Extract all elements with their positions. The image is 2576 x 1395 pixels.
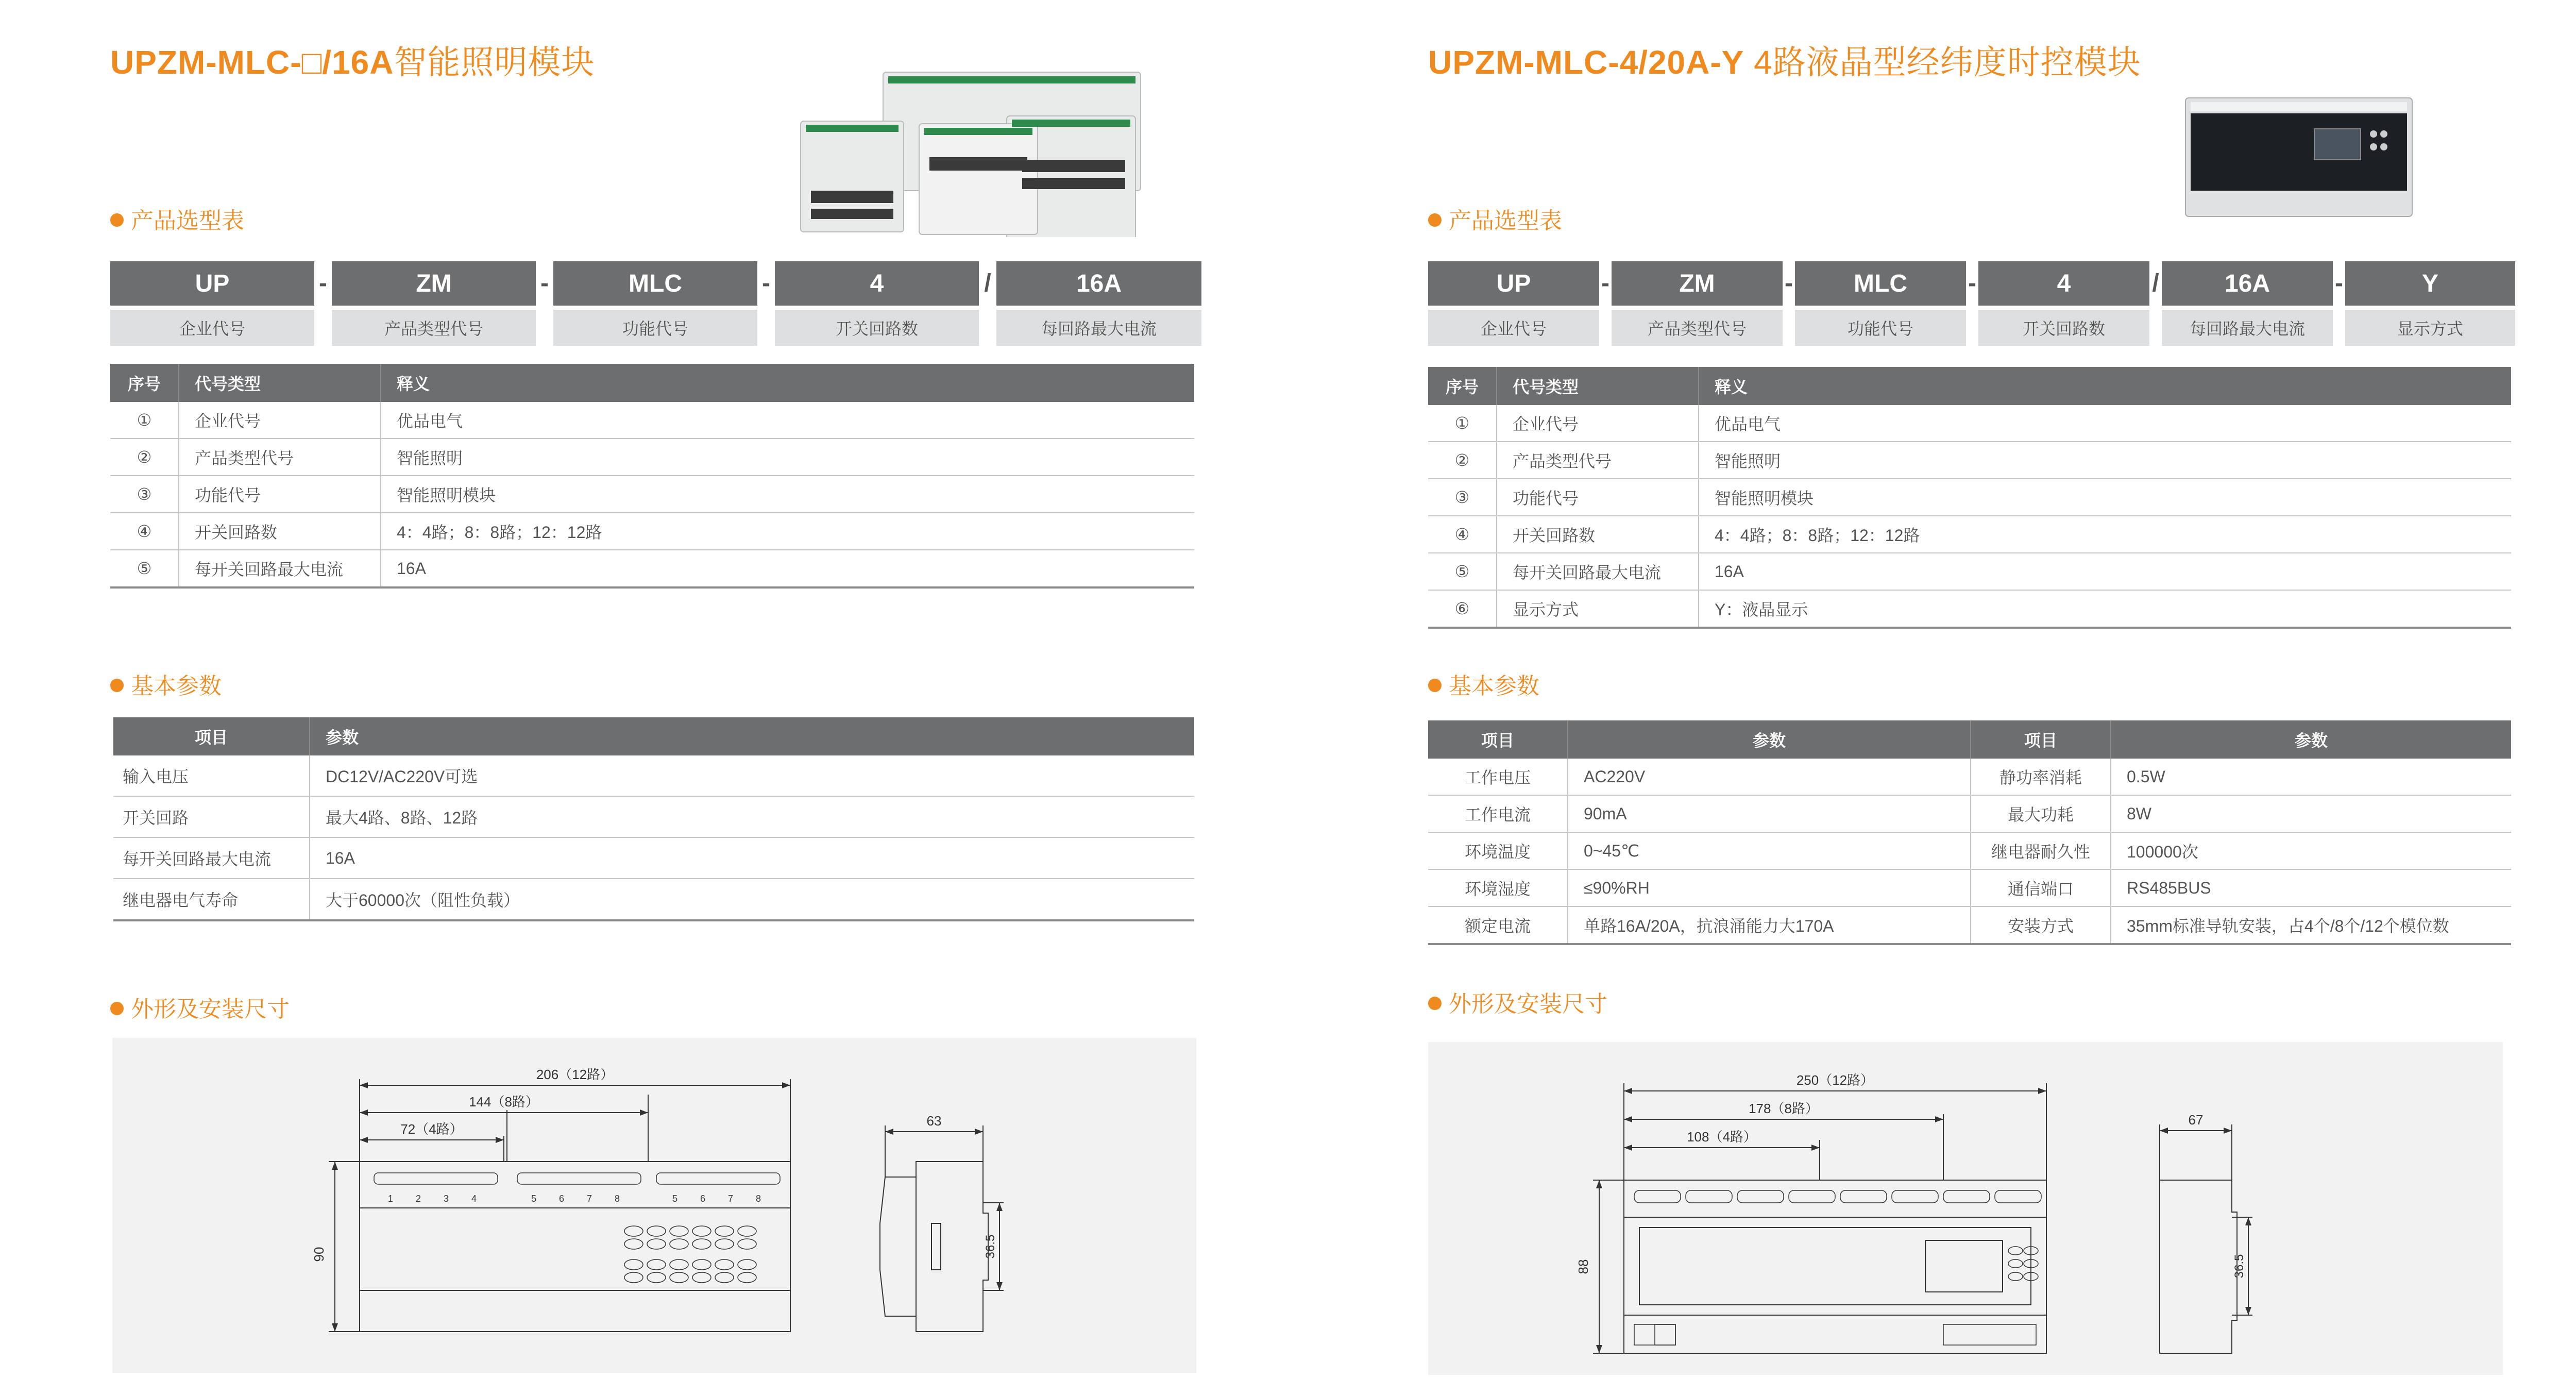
table-row — [1428, 869, 2511, 906]
table-cell: 0~45℃ — [1568, 832, 1971, 869]
label-text: 8 — [614, 1194, 620, 1204]
table-cell: 100000次 — [2111, 832, 2511, 869]
code-desc: 每回路最大电流 — [996, 310, 1201, 346]
dim-label-height: 90 — [311, 1247, 327, 1262]
label-text: 6 — [700, 1194, 706, 1204]
left-page — [110, 0, 1311, 1395]
table-cell: ④ — [110, 513, 179, 550]
table-row — [110, 513, 1194, 550]
table-cell: Y：液晶显示 — [1699, 590, 2511, 628]
table-cell: 90mA — [1568, 795, 1971, 832]
label-text: 6 — [558, 1194, 565, 1204]
label-text: 5 — [672, 1194, 678, 1204]
right-page — [1428, 0, 2531, 1395]
right-code-table — [1428, 367, 2511, 629]
dim-label-side: 63 — [926, 1113, 942, 1129]
table-row — [113, 837, 1194, 879]
table-header: 代号类型 — [1497, 367, 1699, 405]
dim-label-rail: 36.5 — [2232, 1254, 2246, 1279]
code-value: UP — [110, 261, 314, 306]
table-cell: 环境温度 — [1428, 832, 1568, 869]
table-header: 代号类型 — [179, 364, 381, 402]
left-section-params — [110, 667, 222, 700]
table-cell: RS485BUS — [2111, 869, 2511, 906]
table-cell: 每开关回路最大电流 — [179, 550, 381, 587]
dim-label-4: 108（4路） — [1687, 1129, 1757, 1145]
table-cell: 产品类型代号 — [1497, 442, 1699, 479]
dim-label-8: 178（8路） — [1749, 1101, 1819, 1116]
label-text: 7 — [727, 1194, 734, 1204]
table-cell: 16A — [310, 837, 1194, 879]
table-header: 参数 — [310, 717, 1194, 755]
table-cell: 智能照明 — [381, 439, 1194, 476]
table-cell: AC220V — [1568, 759, 1971, 795]
code-desc: 产品类型代号 — [1612, 310, 1783, 346]
code-value: 16A — [996, 261, 1201, 306]
table-row — [110, 476, 1194, 513]
left-drawing-svg — [112, 1038, 1196, 1373]
code-desc: 开关回路数 — [775, 310, 979, 346]
code-desc: 产品类型代号 — [332, 310, 536, 346]
table-row — [113, 796, 1194, 837]
code-cell — [1795, 261, 1966, 346]
table-cell: 额定电流 — [1428, 906, 1568, 944]
code-separator: / — [984, 270, 991, 297]
code-cell — [775, 261, 979, 346]
code-value: 16A — [2162, 261, 2333, 306]
table-cell: ≤90%RH — [1568, 869, 1971, 906]
label-text: 产品选型表 — [1449, 208, 1562, 233]
right-code-row — [1428, 261, 2515, 346]
table-row — [113, 879, 1194, 920]
label-text: 2 — [415, 1194, 421, 1204]
code-value: UP — [1428, 261, 1599, 306]
code-desc: 企业代号 — [1428, 310, 1599, 346]
code-value: MLC — [553, 261, 757, 306]
code-desc: 每回路最大电流 — [2162, 310, 2333, 346]
table-cell: 单路16A/20A，抗浪涌能力大170A — [1568, 906, 1971, 944]
table-cell: 35mm标准导轨安装，占4个/8个/12个模位数 — [2111, 906, 2511, 944]
bullet-dot — [1428, 997, 1442, 1010]
table-cell: 智能照明 — [1699, 442, 2511, 479]
code-cell — [1612, 261, 1783, 346]
dim-label-height: 88 — [1575, 1259, 1591, 1274]
code-separator: - — [1968, 270, 1976, 297]
table-row — [1428, 759, 2511, 795]
table-cell: 智能照明模块 — [1699, 479, 2511, 516]
code-cell — [996, 261, 1201, 346]
table-cell: 功能代号 — [1497, 479, 1699, 516]
left-title-code: UPZM-MLC-□/16A — [110, 44, 394, 81]
table-cell: 功能代号 — [179, 476, 381, 513]
table-row — [1428, 516, 2511, 553]
code-separator: - — [1601, 270, 1609, 297]
table-header: 项目 — [1971, 720, 2111, 759]
left-product-image — [780, 67, 1254, 237]
code-cell — [2162, 261, 2333, 346]
table-cell: 智能照明模块 — [381, 476, 1194, 513]
table-header-row — [110, 364, 1194, 402]
table-cell: 环境湿度 — [1428, 869, 1568, 906]
right-title-name: 4路液晶型经纬度时控模块 — [1744, 44, 2141, 81]
left-section-dims — [110, 990, 290, 1023]
code-separator: - — [2335, 270, 2343, 297]
table-cell: 大于60000次（阻性负载） — [310, 879, 1194, 920]
table-cell: 开关回路 — [113, 796, 310, 837]
left-code-table — [110, 364, 1194, 589]
table-cell: 最大4路、8路、12路 — [310, 796, 1194, 837]
table-cell: 4：4路；8：8路；12：12路 — [381, 513, 1194, 550]
right-product-image — [2180, 93, 2417, 222]
label-text: 8 — [755, 1194, 761, 1204]
table-cell: ① — [110, 402, 179, 439]
table-row — [1428, 405, 2511, 442]
table-row — [1428, 479, 2511, 516]
table-header: 参数 — [1568, 720, 1971, 759]
code-desc: 开关回路数 — [1978, 310, 2149, 346]
table-cell: ② — [110, 439, 179, 476]
left-title-name: 智能照明模块 — [394, 44, 595, 81]
code-cell — [110, 261, 314, 346]
label-text: 4 — [471, 1194, 477, 1204]
right-section-dims — [1428, 985, 1607, 1018]
code-separator: - — [319, 270, 327, 297]
bullet-dot — [1428, 679, 1442, 692]
code-cell — [1428, 261, 1599, 346]
table-row — [110, 402, 1194, 439]
label-text: 5 — [531, 1194, 537, 1204]
code-value: ZM — [1612, 261, 1783, 306]
code-separator: - — [1785, 270, 1793, 297]
table-cell: 继电器电气寿命 — [113, 879, 310, 920]
label-text: 3 — [443, 1194, 449, 1204]
table-header: 参数 — [2111, 720, 2511, 759]
bullet-dot — [110, 679, 124, 692]
table-row — [1428, 795, 2511, 832]
left-param-table — [113, 717, 1194, 921]
right-param-table — [1428, 720, 2511, 945]
code-desc: 显示方式 — [2345, 310, 2515, 346]
code-cell — [2345, 261, 2515, 346]
table-cell: ⑥ — [1428, 590, 1497, 628]
code-separator: - — [540, 270, 549, 297]
label-text: 外形及安装尺寸 — [131, 997, 290, 1022]
label-text: 基本参数 — [1449, 674, 1539, 699]
table-cell: 每开关回路最大电流 — [113, 837, 310, 879]
bullet-dot — [110, 1002, 124, 1015]
table-cell: ① — [1428, 405, 1497, 442]
table-header: 序号 — [1428, 367, 1497, 405]
right-drawing-svg — [1428, 1042, 2503, 1375]
table-header-row — [1428, 367, 2511, 405]
table-header-row — [113, 717, 1194, 755]
code-desc: 功能代号 — [1795, 310, 1966, 346]
table-cell: 开关回路数 — [1497, 516, 1699, 553]
label-text: 1 — [387, 1194, 394, 1204]
left-dimension-drawing — [112, 1038, 1196, 1373]
table-row — [1428, 553, 2511, 590]
label-text: 基本参数 — [131, 674, 222, 699]
label-text: 7 — [586, 1194, 592, 1204]
table-cell: 16A — [1699, 553, 2511, 590]
left-code-row — [110, 261, 1201, 346]
table-cell: ④ — [1428, 516, 1497, 553]
table-header: 释义 — [381, 364, 1194, 402]
code-cell — [1978, 261, 2149, 346]
table-cell: ③ — [1428, 479, 1497, 516]
dim-label-rail: 36.5 — [984, 1234, 997, 1259]
left-title — [110, 36, 595, 83]
code-desc: 功能代号 — [553, 310, 757, 346]
right-dimension-drawing — [1428, 1042, 2503, 1375]
table-cell: 最大功耗 — [1971, 795, 2111, 832]
table-cell: 开关回路数 — [179, 513, 381, 550]
table-cell: 安装方式 — [1971, 906, 2111, 944]
table-cell: ⑤ — [1428, 553, 1497, 590]
left-section-selection — [110, 202, 244, 235]
table-cell: 通信端口 — [1971, 869, 2111, 906]
table-cell: ⑤ — [110, 550, 179, 587]
dim-label-8: 144（8路） — [469, 1094, 539, 1110]
table-cell: ③ — [110, 476, 179, 513]
table-row — [113, 755, 1194, 796]
bullet-dot — [110, 213, 124, 227]
table-cell: 优品电气 — [1699, 405, 2511, 442]
right-section-params — [1428, 667, 1539, 700]
table-row — [110, 550, 1194, 587]
table-cell: 企业代号 — [179, 402, 381, 439]
table-row — [1428, 442, 2511, 479]
table-cell: 0.5W — [2111, 759, 2511, 795]
table-header: 序号 — [110, 364, 179, 402]
dim-label-4: 72（4路） — [400, 1121, 463, 1137]
code-desc: 企业代号 — [110, 310, 314, 346]
table-cell: 产品类型代号 — [179, 439, 381, 476]
table-cell: DC12V/AC220V可选 — [310, 755, 1194, 796]
table-cell: ② — [1428, 442, 1497, 479]
code-cell — [553, 261, 757, 346]
table-cell: 显示方式 — [1497, 590, 1699, 628]
table-header: 项目 — [1428, 720, 1568, 759]
label-text: 外形及安装尺寸 — [1449, 991, 1607, 1017]
code-value: MLC — [1795, 261, 1966, 306]
bullet-dot — [1428, 213, 1442, 227]
table-cell: 4：4路；8：8路；12：12路 — [1699, 516, 2511, 553]
code-value: 4 — [1978, 261, 2149, 306]
table-cell: 静功率消耗 — [1971, 759, 2111, 795]
table-cell: 输入电压 — [113, 755, 310, 796]
right-title-code: UPZM-MLC-4/20A-Y — [1428, 44, 1744, 81]
code-separator: / — [2152, 270, 2159, 297]
table-cell: 企业代号 — [1497, 405, 1699, 442]
dim-label-side: 67 — [2188, 1112, 2204, 1128]
table-cell: 优品电气 — [381, 402, 1194, 439]
dim-label-12: 250（12路） — [1796, 1072, 1874, 1088]
table-row — [1428, 590, 2511, 628]
table-header: 项目 — [113, 717, 310, 755]
table-cell: 每开关回路最大电流 — [1497, 553, 1699, 590]
table-cell: 工作电压 — [1428, 759, 1568, 795]
code-value: ZM — [332, 261, 536, 306]
label-text: 产品选型表 — [131, 208, 244, 233]
table-header: 释义 — [1699, 367, 2511, 405]
code-value: Y — [2345, 261, 2515, 306]
code-value: 4 — [775, 261, 979, 306]
right-section-selection — [1428, 202, 1562, 235]
table-cell: 8W — [2111, 795, 2511, 832]
code-cell — [332, 261, 536, 346]
dim-label-12: 206（12路） — [536, 1067, 614, 1082]
right-title — [1428, 36, 2141, 83]
table-row — [1428, 832, 2511, 869]
table-cell: 继电器耐久性 — [1971, 832, 2111, 869]
table-row — [110, 439, 1194, 476]
table-header-row — [1428, 720, 2511, 759]
code-separator: - — [762, 270, 770, 297]
table-row — [1428, 906, 2511, 944]
table-cell: 工作电流 — [1428, 795, 1568, 832]
table-cell: 16A — [381, 550, 1194, 587]
